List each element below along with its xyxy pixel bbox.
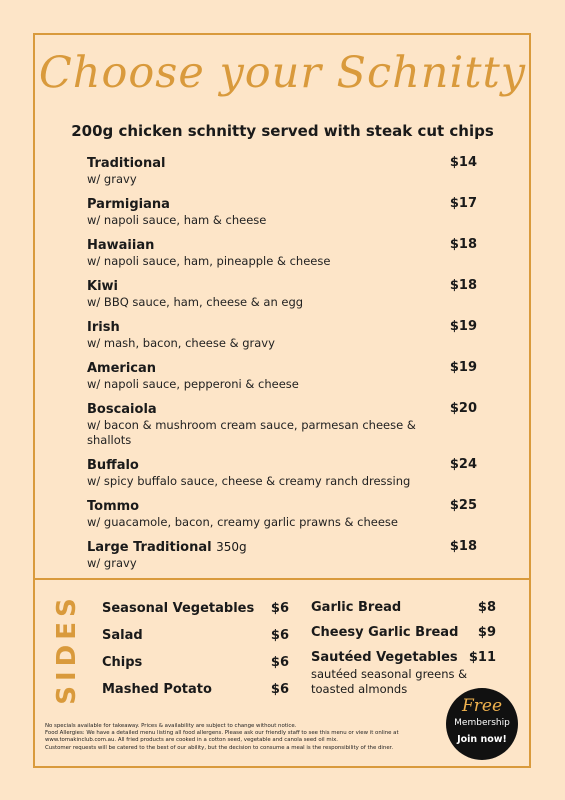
menu-item-desc: w/ gravy bbox=[87, 556, 137, 570]
menu-item-price: $20 bbox=[449, 401, 477, 416]
menu-item-name: Kiwi bbox=[87, 279, 118, 294]
menu-item bbox=[87, 319, 477, 351]
side-item-price: $9 bbox=[477, 625, 496, 640]
menu-item bbox=[87, 237, 477, 269]
footer-line: No specials available for takeaway. Prices & availability are subject to change without notice. bbox=[45, 723, 297, 729]
menu-item-name: Parmigiana bbox=[87, 197, 170, 212]
side-item bbox=[311, 600, 496, 625]
menu-item bbox=[87, 498, 477, 530]
menu-item bbox=[87, 155, 477, 187]
menu-item bbox=[87, 457, 477, 489]
sides-list-right bbox=[311, 600, 496, 696]
menu-item-desc: w/ napoli sauce, ham & cheese bbox=[87, 213, 267, 227]
footer-line: Customer requests will be catered to the best of our ability, but the decision to consume a meal is the responsibility of the diner. bbox=[45, 744, 394, 751]
side-item-price: $6 bbox=[270, 628, 289, 643]
side-item-price: $6 bbox=[270, 655, 289, 670]
side-item-name: Cheesy Garlic Bread bbox=[311, 625, 459, 640]
menu-item-name: Traditional bbox=[87, 156, 166, 171]
schnitty-menu bbox=[87, 155, 477, 580]
menu-item bbox=[87, 539, 477, 571]
page-subtitle: 200g chicken schnitty served with steak cut chips bbox=[71, 122, 494, 140]
menu-item-desc: w/ bacon & mushroom cream sauce, parmesan cheese & shallots bbox=[87, 418, 416, 447]
badge-membership-text: Membership bbox=[454, 718, 510, 728]
menu-item-desc: w/ napoli sauce, ham, pineapple & cheese bbox=[87, 254, 331, 268]
menu-item bbox=[87, 196, 477, 228]
menu-item-name: Boscaiola bbox=[87, 402, 157, 417]
menu-item-price: $17 bbox=[449, 196, 477, 211]
menu-item-desc: w/ mash, bacon, cheese & gravy bbox=[87, 336, 275, 350]
menu-item-price: $14 bbox=[449, 155, 477, 170]
menu-item-name: Hawaiian bbox=[87, 238, 155, 253]
menu-item-name: Large Traditional 350g bbox=[87, 540, 247, 555]
menu-item-price: $19 bbox=[449, 360, 477, 375]
badge-free-text: Free bbox=[461, 696, 503, 716]
menu-item-desc: w/ spicy buffalo sauce, cheese & creamy ranch dressing bbox=[87, 474, 411, 488]
side-item bbox=[311, 625, 496, 650]
page-title: Choose your Schnitty bbox=[38, 48, 527, 98]
side-item-name: Garlic Bread bbox=[311, 600, 402, 615]
footer-disclaimer bbox=[45, 723, 445, 752]
side-item-name: Mashed Potato bbox=[102, 682, 212, 697]
side-item-price: $6 bbox=[270, 601, 289, 616]
menu-item-name: Tommo bbox=[87, 499, 140, 514]
menu-item-name: Buffalo bbox=[87, 458, 139, 473]
menu-item-desc: w/ napoli sauce, pepperoni & cheese bbox=[87, 377, 299, 391]
join-now-link[interactable]: Join now! bbox=[457, 734, 507, 745]
menu-item-price: $24 bbox=[449, 457, 477, 472]
menu-item bbox=[87, 360, 477, 392]
side-item bbox=[311, 650, 496, 696]
menu-item-price: $25 bbox=[449, 498, 477, 513]
side-item-name: Seasonal Vegetables bbox=[102, 601, 255, 616]
menu-item-price: $18 bbox=[449, 539, 477, 554]
menu-item-desc: w/ BBQ sauce, ham, cheese & an egg bbox=[87, 295, 304, 309]
side-item bbox=[102, 655, 289, 682]
side-item-price: $6 bbox=[270, 682, 289, 697]
side-item-price: $8 bbox=[477, 600, 496, 615]
sides-list-left bbox=[102, 601, 289, 709]
sides-heading: SIDES bbox=[52, 593, 82, 705]
side-item-name: Chips bbox=[102, 655, 143, 670]
side-item-name: Salad bbox=[102, 628, 143, 643]
menu-item-name: American bbox=[87, 361, 157, 376]
menu-item-desc: w/ guacamole, bacon, creamy garlic prawns & cheese bbox=[87, 515, 398, 529]
menu-item-price: $19 bbox=[449, 319, 477, 334]
menu-item-price: $18 bbox=[449, 237, 477, 252]
membership-badge[interactable] bbox=[446, 688, 518, 760]
side-item bbox=[102, 628, 289, 655]
menu-item-name: Irish bbox=[87, 320, 120, 335]
side-item-name: Sautéed Vegetables bbox=[311, 650, 458, 665]
menu-item bbox=[87, 401, 477, 448]
side-item-price: $11 bbox=[468, 650, 496, 665]
menu-item-desc: w/ gravy bbox=[87, 172, 137, 186]
side-item bbox=[102, 601, 289, 628]
side-item bbox=[102, 682, 289, 709]
menu-item-price: $18 bbox=[449, 278, 477, 293]
footer-line: Food Allergies: We have a detailed menu listing all food allergens. Please ask our friendly staff to see this menu or view it online at www.tomakinclub.com.au. All fried products are cooked in a cotton seed, vegetable and canola seed oil mix. bbox=[45, 730, 399, 744]
side-item-desc: sautéed seasonal greens & toasted almonds bbox=[311, 667, 468, 696]
menu-item bbox=[87, 278, 477, 310]
